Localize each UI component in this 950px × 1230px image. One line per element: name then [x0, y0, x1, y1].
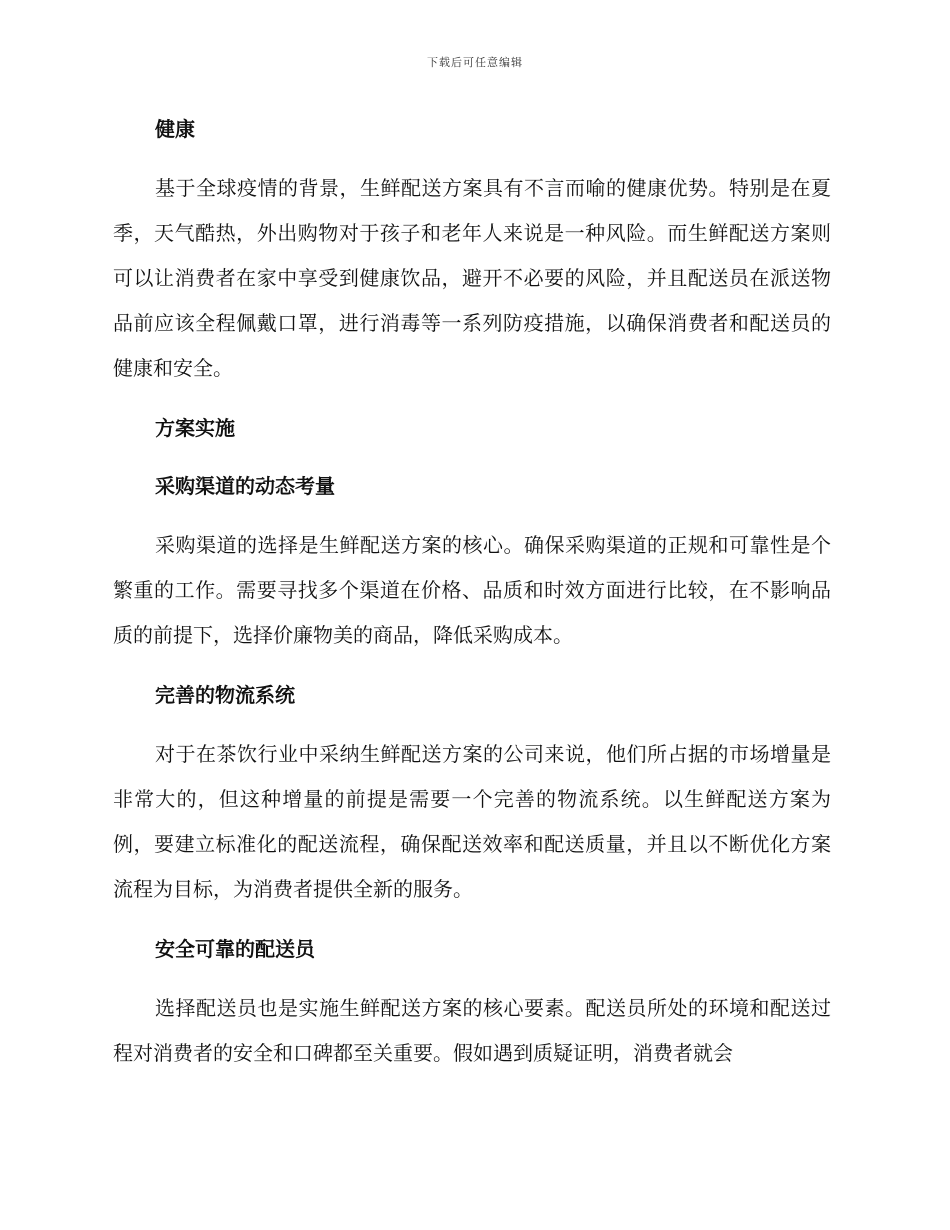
- document-body: [113, 108, 831, 1092]
- page-header: 下载后可任意编辑: [427, 56, 523, 69]
- paragraph-logistics: 对于在茶饮行业中采纳生鲜配送方案的公司来说，他们所占据的市场增量是非常大的，但这种增量的前提是需要一个完善的物流系统。以生鲜配送方案为例，要建立标准化的配送流程，确保配送效率和配送质量，并且以不断优化方案流程为目标，为消费者提供全新的服务。: [113, 742, 831, 901]
- section-heading-courier: 安全可靠的配送员: [155, 937, 315, 961]
- section-heading-logistics: 完善的物流系统: [155, 683, 295, 707]
- section-heading-health: 健康: [155, 117, 195, 141]
- paragraph-courier: 选择配送员也是实施生鲜配送方案的核心要素。配送员所处的环境和配送过程对消费者的安全和口碑都至关重要。假如遇到质疑证明，消费者就会: [113, 996, 831, 1065]
- section-heading-procurement: 采购渠道的动态考量: [155, 474, 335, 498]
- section-heading-implementation: 方案实施: [155, 416, 235, 440]
- paragraph-procurement: 采购渠道的选择是生鲜配送方案的核心。确保采购渠道的正规和可靠性是个繁重的工作。需要寻找多个渠道在价格、品质和时效方面进行比较，在不影响品质的前提下，选择价廉物美的商品，降低采购成本。: [113, 533, 831, 647]
- paragraph-health: 基于全球疫情的背景，生鲜配送方案具有不言而喻的健康优势。特别是在夏季，天气酷热，外出购物对于孩子和老年人来说是一种风险。而生鲜配送方案则可以让消费者在家中享受到健康饮品，避开不必要的风险，并且配送员在派送物品前应该全程佩戴口罩，进行消毒等一系列防疫措施，以确保消费者和配送员的健康和安全。: [113, 176, 831, 380]
